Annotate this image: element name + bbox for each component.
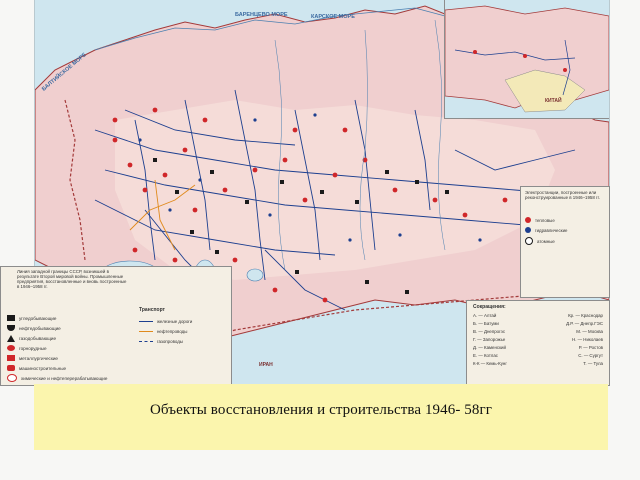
- abbreviations-row: [473, 353, 603, 361]
- abbreviations-row: [473, 329, 603, 337]
- powerplant-legend-title: Электростанции, построенные или реконструированные в 1946–1958 гг.: [525, 190, 600, 200]
- legend-item-label: нефтедобывающие: [19, 325, 61, 331]
- legend-item-label: машиностроительные: [19, 365, 67, 371]
- transport-item: [139, 319, 192, 324]
- transport-item: [139, 339, 183, 344]
- abbr-cell: А. — Алтай: [473, 313, 497, 318]
- legend-item-label: металлургические: [19, 355, 58, 361]
- abbr-cell: М. — Москва: [576, 329, 603, 334]
- machine-icon: [7, 365, 15, 371]
- legend-item-label: газодобывающие: [19, 335, 57, 341]
- powerplant-item: [525, 227, 568, 233]
- abbr-cell: Р. — Ростов: [578, 345, 603, 350]
- gas-pipeline-icon: [139, 341, 153, 342]
- legend-panel: [0, 266, 232, 386]
- metal-icon: [7, 355, 15, 361]
- thermal-plant-icon: [525, 217, 531, 223]
- legend-item-label: химические и нефтеперерабатывающие: [21, 375, 108, 381]
- inset-map-graphic: [445, 0, 609, 118]
- transport-item-label: газопроводы: [157, 339, 183, 344]
- transport-title: Транспорт: [139, 307, 166, 313]
- abbr-cell: С. — Сургут: [578, 353, 603, 358]
- legend-item: [7, 353, 117, 363]
- abbreviations-table: [473, 313, 603, 369]
- powerplant-legend: [520, 186, 610, 298]
- powerplant-item: [525, 217, 555, 223]
- abbr-cell: Д.Р. — Днепр.ГЭС: [566, 321, 603, 326]
- abbr-cell: Е. — Котлас: [473, 353, 498, 358]
- railway-line-icon: [139, 321, 153, 323]
- abbreviations-row: [473, 313, 603, 321]
- powerplant-item-label: гидравлические: [535, 227, 568, 233]
- country-label-iran: ИРАН: [259, 362, 273, 368]
- abbr-cell: К-К — Кемь-Кунг: [473, 361, 507, 366]
- gas-icon: [7, 335, 15, 342]
- transport-item-label: железные дороги: [157, 319, 193, 324]
- abbreviations-box: [466, 300, 610, 386]
- legend-item: [7, 363, 117, 373]
- abbr-cell: Н. — Николаев: [572, 337, 603, 342]
- legend-item: [7, 323, 117, 333]
- oil-icon: [7, 325, 15, 331]
- powerplant-item-label: тепловые: [535, 217, 555, 223]
- chem-icon: [7, 374, 17, 382]
- sea-label-kara: КАРСКОЕ МОРЕ: [311, 14, 355, 20]
- slide-caption: Объекты восстановления и строительства 1946- 58гг: [150, 402, 492, 418]
- abbreviations-row: [473, 321, 603, 329]
- abbreviations-row: [473, 337, 603, 345]
- legend-item-label: горнорудные: [19, 345, 47, 351]
- abbr-cell: Т. — Тула: [583, 361, 603, 366]
- caption-band: [34, 384, 608, 450]
- abbreviations-row: [473, 345, 603, 353]
- ore-icon: [7, 345, 15, 351]
- legend-item: [7, 313, 117, 323]
- legend-item: [7, 343, 117, 353]
- legend-note: Линия западной границы СССР, возникшей в результате Второй мировой войны. Промышленные предприятия, восстановленные и вновь построенные в 1946–1958 гг.: [17, 269, 127, 289]
- transport-item-label: нефтепроводы: [157, 329, 188, 334]
- legend-item: [7, 373, 117, 383]
- hydro-plant-icon: [525, 227, 531, 233]
- aral-sea: [247, 269, 263, 281]
- country-label-china: КИТАЙ: [545, 98, 562, 104]
- transport-item: [139, 329, 187, 334]
- abbr-cell: Д. — Каменский: [473, 345, 506, 350]
- nuclear-plant-icon: [525, 237, 533, 245]
- coal-icon: [7, 315, 15, 321]
- sea-label-baltic: БАЛТИЙСКОЕ МОРЕ: [41, 52, 88, 93]
- powerplant-item-label: атомные: [537, 238, 555, 244]
- transport-legend: [135, 267, 231, 385]
- abbr-cell: Г. — Запорожье: [473, 337, 506, 342]
- sea-label-barents: БАРЕНЦЕВО МОРЕ: [235, 12, 288, 18]
- inset-map-far-east: [444, 0, 609, 119]
- abbreviations-row: [473, 361, 603, 369]
- legend-item: [7, 333, 117, 343]
- abbr-cell: Кр. — Краснодар: [568, 313, 603, 318]
- abbr-cell: Б. — Батуми: [473, 321, 499, 326]
- abbreviations-title: Сокращения:: [473, 304, 506, 310]
- powerplant-item: [525, 237, 555, 245]
- abbr-cell: В. — Днепрогэс: [473, 329, 506, 334]
- legend-item-label: угледобывающие: [19, 315, 57, 321]
- oil-pipeline-icon: [139, 331, 153, 333]
